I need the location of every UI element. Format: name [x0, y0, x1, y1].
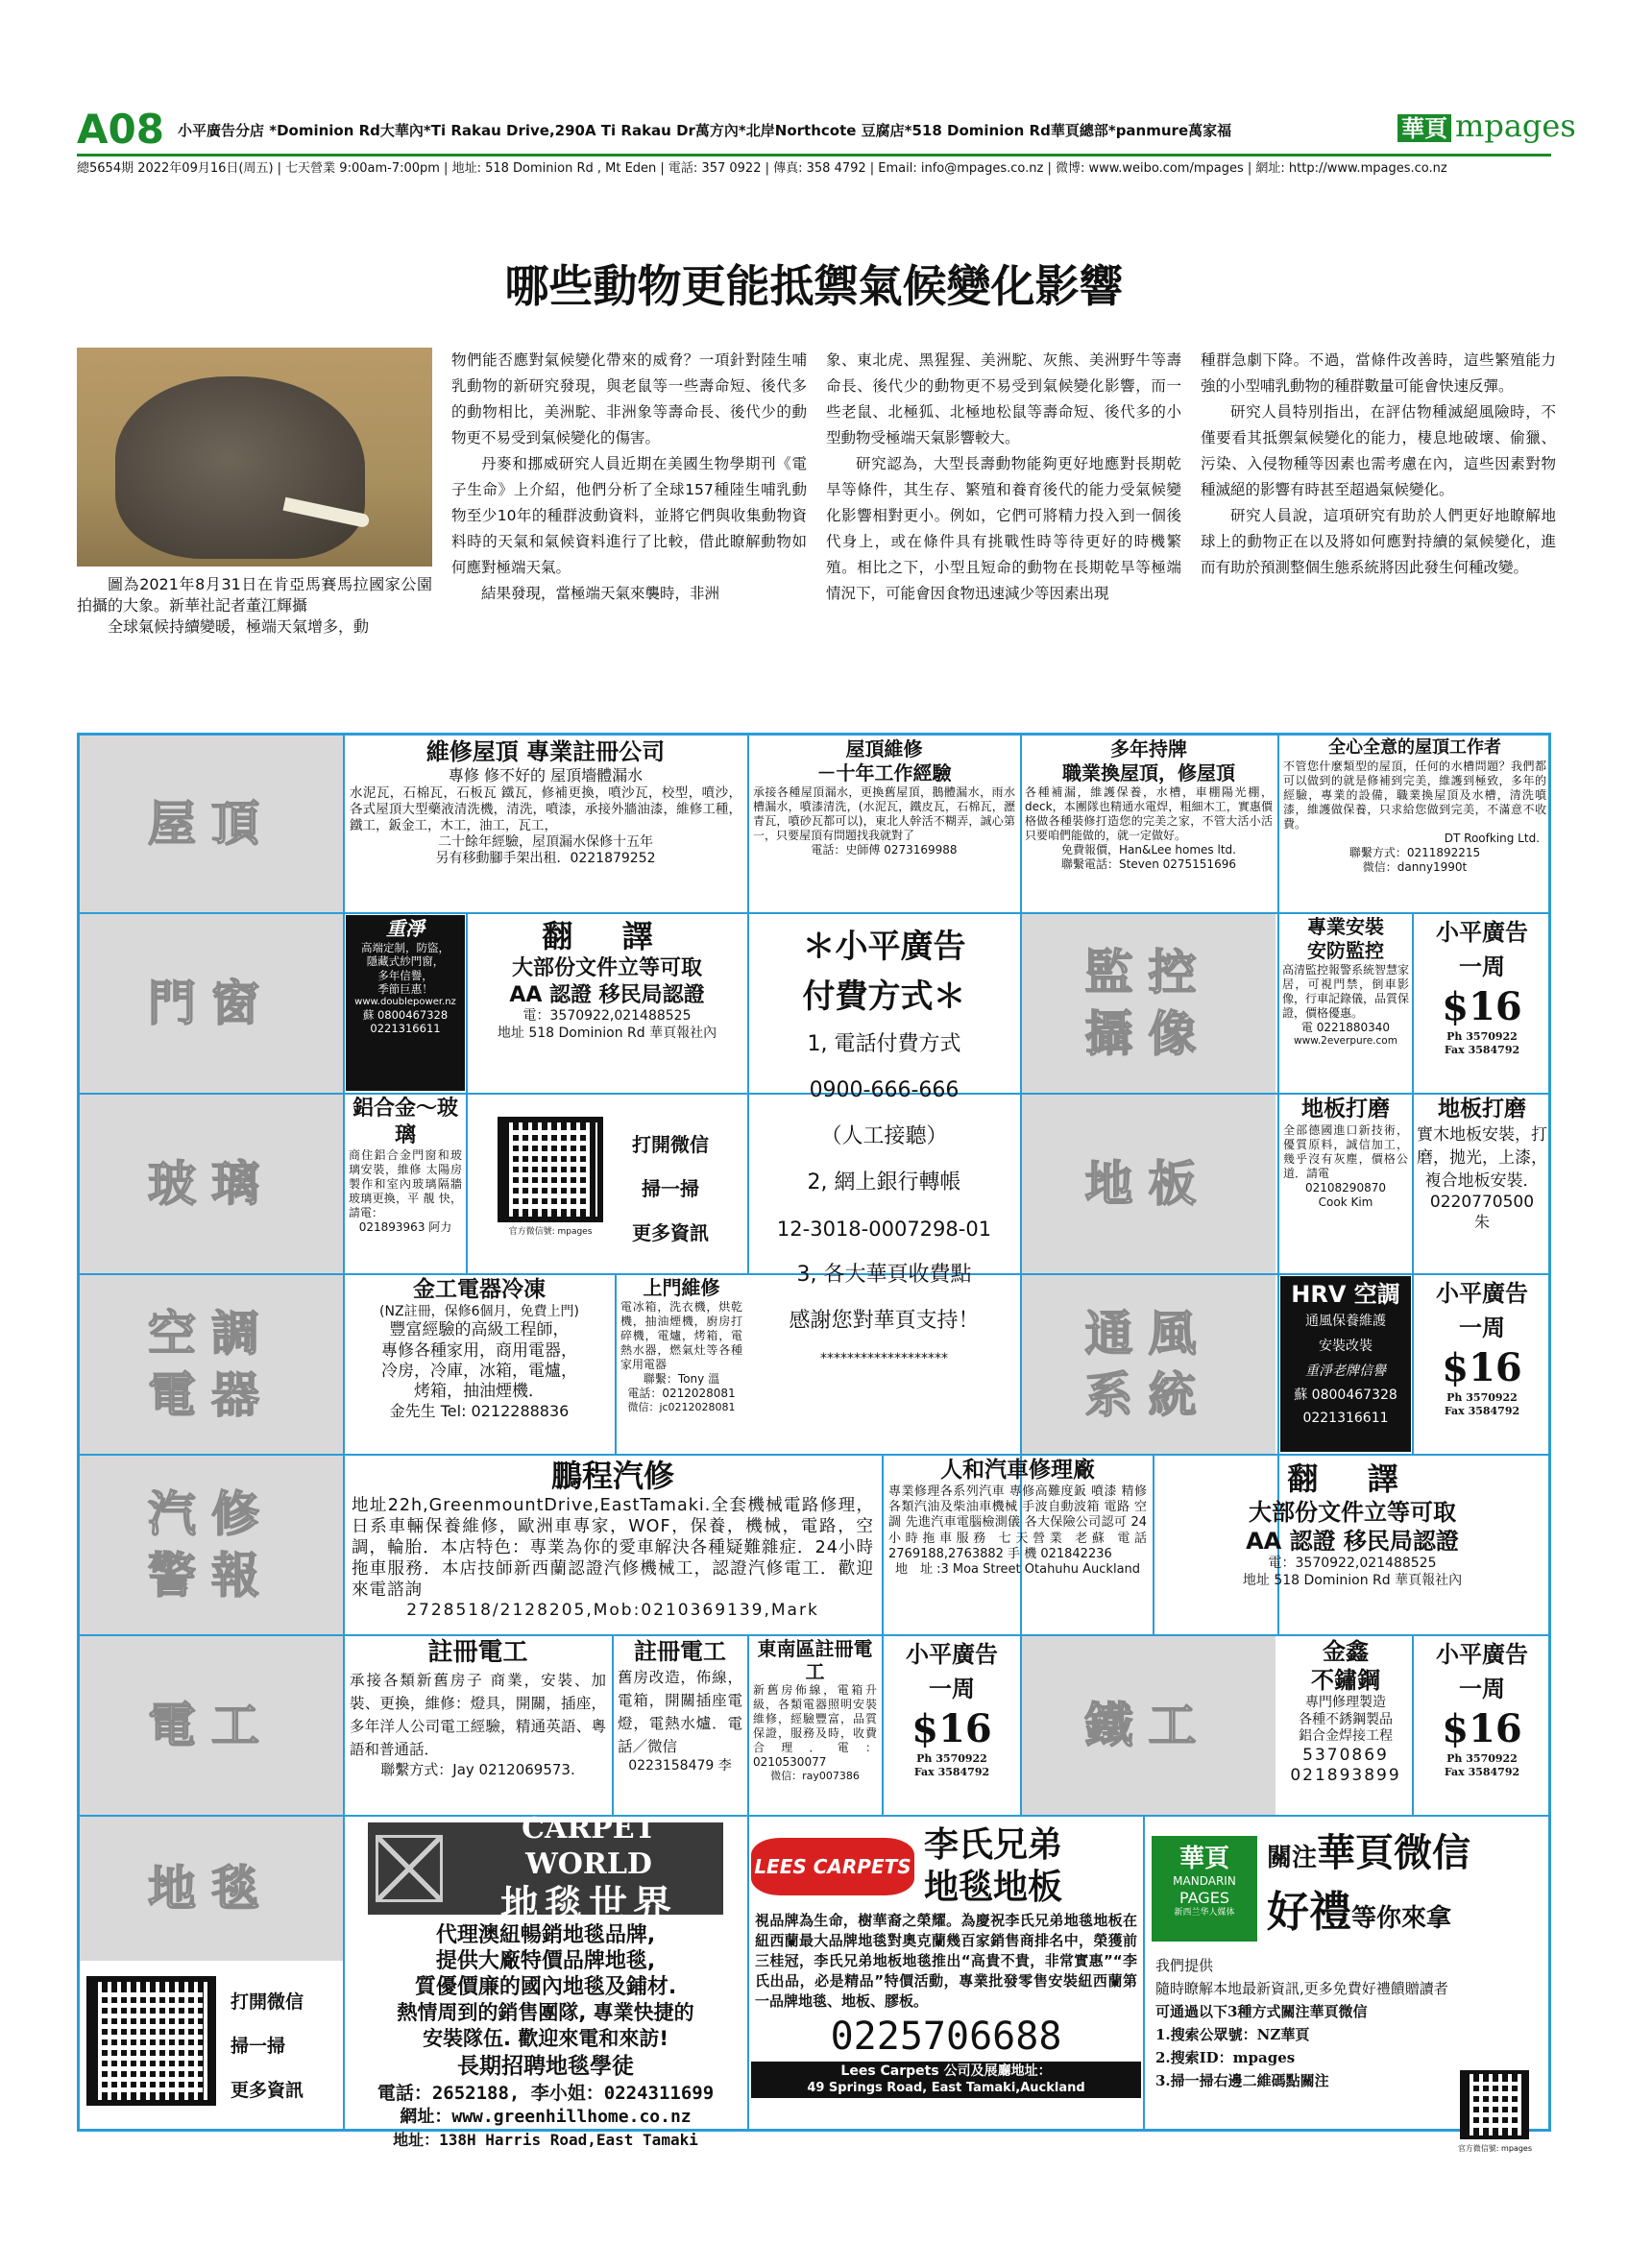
ad-title: 安防監控 — [1307, 939, 1384, 962]
ad-body: 實木地板安裝，打磨，拋光，上漆，複合地板安裝． — [1417, 1124, 1547, 1191]
branch-list: 小平廣告分店 *Dominion Rd大華內*Ti Rakau Drive,290A Ti Rakau Dr萬方內*北岸Northcote 豆腐店*518 Dominion Rd華頁總部*panmure萬家福 — [178, 122, 1232, 139]
ad-electrician-2[interactable] — [615, 1637, 745, 1813]
ad-cert: AA 認證 移民局認證 — [509, 982, 705, 1007]
ad-sub: 專修 修不好的 屋頂墻體漏水 — [448, 766, 644, 784]
ad-addr: 地址 518 Dominion Rd 華頁報社內 — [497, 1025, 717, 1041]
col-divider — [1412, 912, 1414, 1093]
lees-t2: 地毯地板 — [924, 1868, 1063, 1907]
carpet-world-logo — [368, 1811, 723, 1927]
ad-body: 承接各類新舊房子 商業，安裝、加裝、更換，維修：燈具，開關，插座，多年洋人公司電工經驗，精通英語、粵語和普通話． — [350, 1671, 606, 1758]
category-iron: 鐵工 — [1021, 1636, 1276, 1815]
ad-line: 豐富經驗的高級工程師， — [389, 1320, 570, 1340]
ad-phone: 另有移動腳手架出租．0221879252 — [435, 851, 656, 867]
col-divider — [882, 1454, 884, 1634]
ad-title: 屋頂維修 — [845, 737, 923, 760]
qr-line: 更多資訊 — [231, 2080, 304, 2101]
ad-stainless-steel[interactable] — [1280, 1637, 1411, 1813]
page-number: A08 — [77, 106, 164, 153]
ad-line: 多年信譽， — [377, 968, 433, 982]
ad-title: 翻 譯 — [1287, 1460, 1418, 1497]
ad-renhe-auto[interactable] — [885, 1457, 1151, 1632]
ad-wechat: 微信：jc0212028081 — [627, 1401, 736, 1413]
ad-line: 提供大廠特價品牌地毯, — [435, 1949, 656, 1973]
category-aircon: 空調電器 — [80, 1275, 343, 1454]
ad-body: 舊房改造，佈線，電箱，開關插座電燈，電熱水爐．電話／微信 — [618, 1669, 742, 1755]
ad-cert: AA 認證 移民局認證 — [1246, 1528, 1459, 1555]
ad-phone: 電話：0212028081 — [627, 1387, 736, 1400]
ad-phone: 0221316611 — [370, 1022, 441, 1036]
qr-code-icon[interactable] — [498, 1117, 603, 1222]
ad-phone: 聯繫方式：Jay 0212069573. — [380, 1760, 575, 1778]
qr-line: 打開微信 — [231, 1991, 304, 2013]
ad-lees-carpets[interactable] — [751, 1822, 1141, 2130]
ad-title: HRV 空調 — [1291, 1281, 1400, 1308]
wechat-t2: 華頁微信 — [1317, 1830, 1471, 1875]
qr-caption: 官方微信號: mpages — [1457, 2144, 1532, 2153]
pay-method: 3, 各大華頁收費點 — [796, 1263, 972, 1287]
ad-title: 付費方式＊ — [802, 977, 966, 1016]
ad-body: 各種補漏，維護保養，水槽，車棚陽光棚，deck，本團隊也精通水電焊，粗細木工，實惠價格做各種裝修打造您的完美之家，不管大活小活只要咱們能做的，就一定做好。 — [1025, 785, 1273, 842]
ad-contact: 聯繫：Tony 溫 — [643, 1372, 720, 1386]
qr-line: 打開微信 — [632, 1133, 709, 1156]
ad-title: 多年持牌 — [1110, 737, 1187, 760]
ad-translation-2[interactable] — [1155, 1460, 1549, 1632]
ad-web: www.2everpure.com — [1294, 1035, 1397, 1047]
ad-body: 專業修理各系列汽車 專修高難度鈑 噴漆 精修各類汽油及柴油車機械 手波自動波箱 電路 空調 先進汽車電腦檢測儀 各大保險公司認可 24小時拖車服務 七天營業 老蘇 電話2769188,2763882 手 機 021842236 — [888, 1484, 1147, 1561]
ad-body: 新舊房佈線，電箱升級，各類電器照明安裝維修，經驗豐富，品質保證，服務及時，收費合理．電：0210530077 — [753, 1683, 877, 1769]
ad-wechat: 微信：ray007386 — [770, 1770, 860, 1782]
weekly-fax: Fax 3584792 — [913, 1765, 990, 1778]
wechat-step: 1.搜索公眾號：NZ華頁 — [1155, 2026, 1310, 2043]
weekly-ph: Ph 3570922 — [1446, 1391, 1518, 1404]
ad-phone: 電話：史師傅 0273169988 — [811, 843, 958, 857]
carpet-en: CARPET WORLD — [522, 1811, 656, 1881]
ad-addr: 地 址 :3 Moa Street Otahuhu Auckland — [894, 1562, 1141, 1577]
header-rule — [77, 154, 1551, 157]
photo-caption — [77, 574, 432, 638]
weekly-price: $16 — [1442, 984, 1522, 1029]
ad-sub: －十年工作經驗 — [816, 761, 952, 784]
col-divider — [466, 912, 468, 1273]
ad-addr: 地址：138H Harris Road,East Tamaki — [393, 2131, 698, 2149]
article-col-3 — [826, 348, 1181, 607]
wechat-step: 3.掃一掃右邊二維碼點關注 — [1155, 2072, 1329, 2089]
lees-logo: LEES CARPETS — [751, 1838, 914, 1895]
ad-wechat-qr[interactable] — [469, 1096, 745, 1271]
ad-body: 高清監控報警系統智慧家居，可視門禁，倒車影像，行車記錄儀，品質保證，價格優惠。 — [1282, 963, 1410, 1020]
paragraph: 研究人員說，這項研究有助於人們更好地瞭解地球上的動物正在以及將如何應對持續的氣候變化，進而有助於預測整個生態系統將因此發生何種改變。 — [1201, 507, 1556, 576]
col-divider — [1412, 1634, 1414, 1815]
ad-title: 全心全意的屋頂工作者 — [1328, 737, 1501, 758]
pay-note: （人工接聽） — [820, 1124, 948, 1148]
ad-title: 地板打磨 — [1301, 1097, 1390, 1122]
ad-title: 金工電器冷凍 — [413, 1277, 546, 1302]
ad-gold-appliance[interactable] — [346, 1276, 613, 1452]
category-vent: 通風系統 — [1021, 1275, 1276, 1454]
col-divider — [747, 733, 749, 912]
ad-years: 二十餘年經驗，屋頂漏水保修十五年 — [438, 833, 653, 850]
ad-hrv[interactable] — [1280, 1276, 1411, 1452]
article-col-4 — [1201, 348, 1556, 581]
qr-line: 掃一掃 — [231, 2036, 286, 2057]
ad-line: 安裝隊伍. 歡迎來電和來訪! — [423, 2027, 668, 2050]
weekly-t2: 一周 — [1459, 1315, 1505, 1341]
ad-body: 電冰箱，洗衣機，烘乾機，抽油煙機，廚房打碎機，電爐，烤箱，電熱水器，燃氣灶等各種家用電器 — [620, 1300, 742, 1371]
paragraph: 種群急劇下降。不過，當條件改善時，這些繁殖能力強的小型哺乳動物的種群數量可能會快速反彈。 — [1201, 351, 1556, 395]
ad-phone: 聯繫電話：Steven 0275151696 — [1061, 857, 1236, 871]
category-car: 汽修警報 — [80, 1456, 343, 1634]
pay-account: 12-3018-0007298-01 — [776, 1218, 992, 1241]
ad-title: 鋁合金～玻璃 — [352, 1097, 458, 1147]
ad-line: 冷房，冷庫，冰箱，電爐， — [381, 1361, 577, 1381]
ad-line: (NZ註冊，保修6個月，免費上門) — [379, 1303, 579, 1319]
paragraph: 結果發現，當極端天氣來襲時，非洲 — [481, 585, 720, 602]
article-headline: 哪些動物更能抵禦氣候變化影響 — [504, 260, 1124, 312]
category-roof: 屋頂 — [80, 736, 343, 912]
wechat-line: 我們提供 — [1155, 1957, 1214, 1974]
ad-weekly-price[interactable] — [1415, 915, 1549, 1091]
ad-title: 註冊電工 — [634, 1638, 726, 1665]
ad-body: 地址22h,GreenmountDrive,EastTamaki.全套機械電路修理，日系車輛保養維修，歐洲車專家，WOF，保養，機械，電路，空調，輪胎．本店特色：專業為你的愛車解決各種疑難雜症．24小時拖車服務．本店技師新西蘭認證汽修機械工，認證汽修電工．歡迎來電諮詢 — [352, 1496, 874, 1600]
weekly-price: $16 — [1442, 1706, 1522, 1751]
ad-electrician-1[interactable] — [346, 1637, 610, 1813]
ad-carpet-world[interactable] — [348, 1811, 743, 2149]
ad-phone: 02108290870 — [1305, 1180, 1386, 1194]
ad-sub: 大部份文件立等可取 — [511, 956, 702, 980]
weekly-t2: 一周 — [1459, 953, 1505, 980]
col-divider — [343, 733, 345, 1815]
ad-line: 長期招聘地毯學徒 — [457, 2054, 634, 2079]
col-divider — [1412, 1093, 1414, 1273]
ad-title: 註冊電工 — [427, 1638, 528, 1667]
pay-number: 0900-666-666 — [809, 1078, 960, 1102]
col-divider — [343, 1815, 345, 2132]
ad-phone: 電：3570922,021488525 — [522, 1008, 692, 1024]
mpages-logo[interactable] — [1397, 108, 1576, 144]
weekly-ph: Ph 3570922 — [1446, 1752, 1518, 1765]
ad-phone: 0220770500 — [1429, 1192, 1535, 1212]
weekly-ph: Ph 3570922 — [916, 1752, 987, 1765]
ad-addr: Lees Carpets 公司及展廳地址： — [840, 2063, 1052, 2079]
ad-doublepower[interactable] — [346, 915, 465, 1091]
ad-brand: 重淨 — [386, 917, 425, 940]
logo-text: mpages — [1455, 108, 1576, 144]
ad-title: 金鑫 — [1323, 1638, 1369, 1665]
col-divider — [615, 1273, 617, 1454]
ad-free: 免費報價，Han&Lee homes ltd. — [1061, 843, 1236, 857]
pay-thanks: 感謝您對華頁支持！ — [789, 1309, 980, 1333]
ad-line: 專修各種家用，商用電器， — [381, 1340, 577, 1361]
carpet-zh: 地毯世界 — [500, 1881, 677, 1927]
ad-line: 各種不銹鋼製品 — [1299, 1711, 1393, 1727]
weekly-price: $16 — [1442, 1345, 1522, 1390]
ad-roof-ten-years[interactable] — [750, 737, 1018, 910]
logo-zh: 華頁 — [1178, 1844, 1229, 1873]
ad-roof-licensed[interactable] — [1022, 737, 1276, 910]
ad-line: 烤箱，抽油煙機． — [414, 1382, 545, 1401]
ad-line: 熱情周到的銷售團隊, 專業快捷的 — [397, 2001, 694, 2024]
paragraph: 研究人員特別指出，在評估物種滅絕風險時，不僅要看其抵禦氣候變化的能力，棲息地破壞、偷獵、污染、入侵物種等因素也需考慮在內，這些因素對物種滅絕的影響有時甚至超過氣候變化。 — [1201, 403, 1556, 498]
ad-company: DT Roofking Ltd. — [1444, 831, 1540, 845]
weekly-t1: 小平廣告 — [1436, 1280, 1528, 1307]
ad-addr: 地址 518 Dominion Rd 華頁報社內 — [1242, 1572, 1463, 1588]
ad-roof-devoted[interactable] — [1280, 737, 1549, 910]
weekly-fax: Fax 3584792 — [1444, 1043, 1520, 1056]
ad-phone: 0225706688 — [830, 2015, 1062, 2059]
col-divider — [747, 1815, 749, 2132]
ad-roof-repair[interactable] — [346, 737, 745, 910]
ad-line: 重淨老牌信譽 — [1305, 1363, 1386, 1379]
wechat-t3: 好禮 — [1267, 1888, 1351, 1937]
ad-web: 網址：www.greenhillhome.co.nz — [400, 2107, 692, 2127]
ad-wechat-qr-small[interactable] — [86, 1968, 336, 2122]
weekly-t1: 小平廣告 — [1436, 1641, 1528, 1668]
wechat-line: 隨時瞭解本地最新資訊,更多免費好禮饋贈讀者 — [1155, 1980, 1448, 1997]
col-divider — [1143, 1815, 1145, 2132]
ad-body: 全部德國進口新技術，優質原料，誠信加工，幾乎沒有灰塵，價格公道．請電 — [1283, 1122, 1408, 1180]
ad-phone: 蘇 0800467328 — [1294, 1387, 1397, 1403]
ad-name: Cook Kim — [1318, 1194, 1373, 1209]
category-electric: 電工 — [80, 1636, 343, 1815]
wechat-t1: 關注 — [1267, 1844, 1318, 1872]
wechat-line: 可通過以下3種方式關注華頁微信 — [1155, 2003, 1368, 2020]
ad-body: 視品牌為生命，樹華裔之榮耀。為慶祝李氏兄弟地毯地板在紐西蘭最大品牌地毯對奧克蘭幾百家銷售商排名中，榮獲前三桂冠，李氏兄弟地板地毯推出“高貴不貴，非常實惠”“李氏出品，必是精品”特價活動，專業批發零售安裝紐西蘭第一品牌地毯、地板、膠板。 — [755, 1912, 1137, 2010]
article-col-2 — [451, 348, 807, 607]
wechat-t4: 等你來拿 — [1351, 1904, 1452, 1933]
pay-method: 2, 網上銀行轉帳 — [807, 1170, 961, 1194]
category-floor: 地板 — [1021, 1095, 1276, 1273]
ad-weekly-price[interactable] — [885, 1637, 1019, 1813]
ad-title: 鵬程汽修 — [550, 1458, 674, 1494]
ad-line: 安裝改裝 — [1319, 1339, 1373, 1354]
ad-mpages-wechat[interactable] — [1146, 1822, 1549, 2153]
ad-line: 高端定制，防盜， — [361, 941, 450, 954]
col-divider — [882, 1634, 884, 1815]
ad-sub: 職業換屋頂，修屋頂 — [1062, 761, 1235, 784]
wechat-step: 2.搜索ID：mpages — [1155, 2049, 1296, 2066]
pay-method: 1, 電話付費方式 — [807, 1032, 961, 1056]
caption-text: 圖為2021年8月31日在肯亞馬賽馬拉國家公園拍攝的大象。新華社記者董江輝攝 — [77, 575, 432, 615]
elephant-shape — [115, 376, 365, 559]
logo-en: PAGES — [1179, 1889, 1229, 1907]
lees-t1: 李氏兄弟 — [924, 1825, 1063, 1865]
ad-body: 商住鋁合金門窗和玻璃安裝，維修 太陽房製作和室內玻璃隔牆 玻璃更換，平 靚 快，請電： — [349, 1148, 462, 1219]
ad-body: 承接各種屋頂漏水，更換舊屋頂，鵝體漏水，雨水槽漏水，噴漆清洗，(水泥瓦，鐵皮瓦，石棉瓦，瀝青瓦，噴砂瓦都可以)，東北人幹活不糊弄，誠心第一，只要屋頂有問題找我就對了 — [753, 785, 1015, 842]
ad-title: 不鏽鋼 — [1311, 1667, 1380, 1694]
paragraph: 象、東北虎、黑猩猩、美洲駝、灰熊、美洲野牛等壽命長、後代少的動物更不易受到氣候變化影響，而一些老鼠、北極狐、北極地松鼠等壽命短、後代多的小型動物受極端天氣影響較大。 — [826, 351, 1181, 446]
ad-pengcheng-auto[interactable] — [346, 1457, 880, 1632]
ad-phone: 金先生 Tel: 0212288836 — [389, 1402, 570, 1421]
paragraph: 物們能否應對氣候變化帶來的威脅？一項針對陸生哺乳動物的新研究發現，與老鼠等一些壽命短、後代多的動物相比，美洲駝、非洲象等壽命長、後代少的動物更不易受到氣候變化的傷害。 — [451, 351, 807, 446]
weekly-price: $16 — [911, 1706, 992, 1751]
ad-line: 隱藏式紗門窗， — [366, 954, 445, 969]
ad-security[interactable] — [1280, 915, 1411, 1091]
ad-home-repair[interactable] — [618, 1276, 745, 1452]
ad-contact: 聯繫方式：0211892215 — [1349, 845, 1481, 859]
mpages-wechat-logo — [1152, 1836, 1257, 1942]
weekly-t2: 一周 — [929, 1676, 975, 1702]
ad-phone: 電 0221880340 — [1300, 1021, 1391, 1034]
lees-address-bar — [751, 2062, 1141, 2098]
ad-phone: 021893899 — [1290, 1765, 1401, 1785]
ad-phone: 電：3570922,021488525 — [1268, 1556, 1437, 1571]
ad-phone: 2728518/2128205,Mob:0210369139,Mark — [406, 1601, 819, 1620]
weekly-t1: 小平廣告 — [1436, 919, 1528, 946]
ad-line: 專門修理製造 — [1305, 1695, 1386, 1710]
header-info: 總5654期 2022年09月16日(周五) | 七天營業 9:00am-7:00pm | 地址: 518 Dominion Rd , Mt Eden | 電話: 357 0922 | 傳真: 358 4792 | Email: info@mpages.co.nz | 微博: www.weibo.com/mpages | 網址: http://www.mpages.co.nz — [77, 161, 1447, 176]
ad-title: 人和汽車修理廠 — [940, 1458, 1095, 1483]
ad-line: 代理澳紐暢銷地毯品牌, — [435, 1923, 656, 1947]
logo-sub: 新西兰华人媒体 — [1174, 1908, 1235, 1918]
ad-line: 鋁合金焊接工程 — [1299, 1728, 1393, 1744]
weekly-t1: 小平廣告 — [906, 1641, 998, 1668]
category-carpet: 地毯 — [80, 1817, 343, 1961]
ad-title: 東南區註冊電工 — [757, 1637, 873, 1683]
paragraph: 丹麥和挪威研究人員近期在美國生物學期刊《電子生命》上介紹，他們分析了全球157種陸生哺乳動物至少10年的種群波動資料，並將它們與收集動物資料時的天氣和氣候資料進行了比較，借此瞭解動物如何應對極端天氣。 — [451, 455, 807, 576]
ad-web: www.doublepower.nz — [354, 996, 456, 1007]
ad-line: 季節巨惠！ — [377, 982, 433, 997]
weekly-ph: Ph 3570922 — [1446, 1030, 1518, 1043]
ad-phone: 0223158479 李 — [628, 1758, 732, 1773]
logo-en: MANDARIN — [1173, 1874, 1236, 1888]
ad-phone: 021893963 阿力 — [358, 1220, 452, 1234]
ad-title: 專業安裝 — [1307, 915, 1384, 938]
qr-caption: 官方微信號: mpages — [508, 1227, 593, 1237]
qr-line: 更多資訊 — [632, 1221, 709, 1244]
ad-translation-1[interactable] — [469, 917, 745, 1090]
weekly-fax: Fax 3584792 — [1444, 1765, 1520, 1778]
ad-title: 翻 譯 — [542, 918, 672, 954]
ad-phone: 電話：2652188, 李小姐：0224311699 — [377, 2083, 715, 2104]
col-divider — [1412, 1273, 1414, 1454]
paragraph: 研究認為，大型長壽動物能夠更好地應對長期乾旱等條件，其生存、繁殖和養育後代的能力受氣候變化影響相對更小。例如，它們可將精力投入到一個後代身上，或在條件具有挑戰性時等待更好的時機繁殖。相比之下，小型且短命的動物在長期乾旱等極端情況下，可能會因食物迅速減少等因素出現 — [826, 455, 1181, 602]
ad-title: 維修屋頂 專業註冊公司 — [425, 738, 666, 765]
ad-weekly-price[interactable] — [1415, 1276, 1549, 1452]
ad-wechat: 微信：danny1990t — [1362, 859, 1468, 874]
ad-body: 不管您什麼類型的屋頂，任何的水槽問題？我們都可以做到的就是修補到完美，維護到極致，多年的經驗，專業的設備，職業換屋頂及水槽，清洗噴漆，維護做保養，只求給您做到完美，不滿意不收費。 — [1283, 759, 1546, 831]
ad-payment-methods[interactable] — [750, 922, 1018, 1460]
col-divider — [747, 1634, 749, 1815]
ad-phone: 蘇 0800467328 — [362, 1008, 449, 1022]
col-divider — [612, 1634, 614, 1815]
qr-code-icon[interactable] — [1460, 2070, 1529, 2139]
col-divider — [1153, 1454, 1154, 1634]
ad-aluminium[interactable] — [346, 1096, 465, 1271]
weekly-t2: 一周 — [1459, 1676, 1505, 1702]
ad-line: 通風保養維護 — [1305, 1314, 1386, 1329]
logo-mark: 華頁 — [1397, 114, 1451, 142]
category-monitor: 監控攝像 — [1021, 914, 1276, 1093]
col-divider — [747, 912, 749, 1273]
elephant-photo — [77, 348, 432, 567]
col1-lead: 全球氣候持續變暖，極端天氣增多，動 — [108, 617, 370, 636]
qr-line: 掃一掃 — [642, 1177, 699, 1200]
ad-phone: 0221316611 — [1302, 1411, 1389, 1426]
ad-title: 上門維修 — [643, 1276, 720, 1299]
ad-name: 朱 — [1473, 1213, 1490, 1231]
ad-title: 地板打磨 — [1438, 1097, 1526, 1122]
ad-sub: 大部份文件立等可取 — [1249, 1499, 1456, 1526]
ad-line: 質優價廉的國內地毯及鋪材. — [414, 1975, 677, 1999]
ad-phone: 5370869 — [1302, 1745, 1389, 1765]
pay-stars: ******************* — [820, 1351, 948, 1366]
weekly-fax: Fax 3584792 — [1444, 1404, 1520, 1417]
ad-floor-sanding-1[interactable] — [1280, 1096, 1411, 1271]
carpet-logo-icon — [376, 1835, 443, 1902]
category-doors: 門窗 — [80, 914, 343, 1093]
ad-title: ＊小平廣告 — [802, 928, 966, 966]
ad-floor-sanding-2[interactable] — [1415, 1096, 1549, 1271]
ad-addr: 49 Springs Road, East Tamaki,Auckland — [807, 2080, 1085, 2095]
ad-body: 水泥瓦，石棉瓦，石板瓦 鐵瓦，修補更換，噴沙瓦，校型，噴沙，各式屋頂大型藥液清洗機，清洗，噴漆，承接外牆油漆，維修工種，鐵工，鈑金工，木工，油工，瓦工， — [350, 785, 741, 833]
ad-weekly-price[interactable] — [1415, 1637, 1549, 1813]
ad-electrician-3[interactable] — [750, 1637, 880, 1813]
qr-code-icon[interactable] — [86, 1976, 216, 2106]
category-glass: 玻璃 — [80, 1095, 343, 1273]
